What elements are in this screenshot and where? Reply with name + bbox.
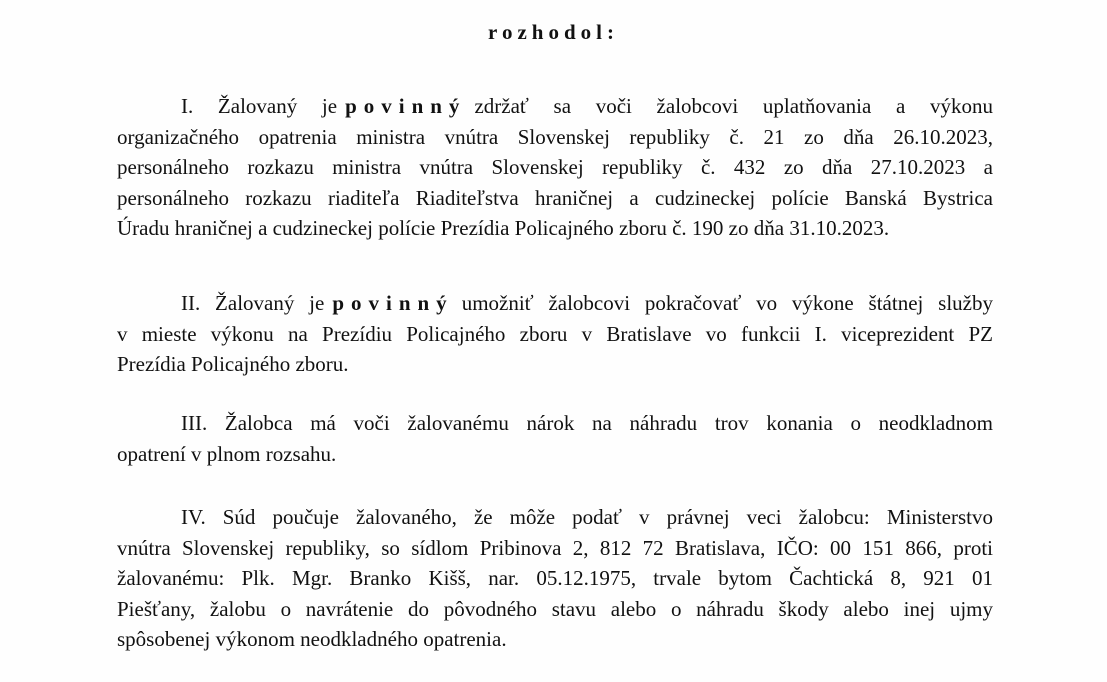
paragraph-line: organizačného opatrenia ministra vnútra Slovenskej republiky č. 21 zo dňa 26.10.2023, — [117, 124, 993, 149]
paragraph-line: spôsobenej výkonom neodkladného opatrenia. — [117, 627, 507, 651]
paragraph-line: opatrení v plnom rozsahu. — [117, 441, 337, 466]
paragraph-line: Piešťany, žalobu o navrátenie do pôvodného stavu alebo o náhradu škody alebo inej ujmy — [117, 596, 993, 621]
line-text-before: II. Žalovaný je — [181, 291, 325, 315]
line-text-after: umožniť žalobcovi pokračovať vo výkone štátnej služby — [461, 291, 993, 315]
paragraph-iii — [117, 408, 993, 469]
paragraph-iv — [117, 502, 993, 655]
line-text-after: zdržať sa voči žalobcovi uplatňovania a výkonu — [474, 94, 993, 118]
paragraph-line: IV. Súd poučuje žalovaného, že môže podať v právnej veci žalobcu: Ministerstvo — [181, 505, 993, 529]
paragraph-line: žalovanému: Plk. Mgr. Branko Kišš, nar. 05.12.1975, trvale bytom Čachtická 8, 921 01 — [117, 566, 993, 590]
decision-heading: rozhodol: — [488, 20, 619, 44]
paragraph-line: Prezídia Policajného zboru. — [117, 352, 349, 376]
paragraph-line: personálneho rozkazu riaditeľa Riaditeľstva hraničnej a cudzineckej polície Banská Bystrica — [117, 185, 993, 210]
paragraph-line — [117, 288, 993, 319]
emphasis-povinny: povinný — [345, 94, 467, 118]
paragraph-line: v mieste výkonu na Prezídiu Policajného zboru v Bratislave vo funkcii I. viceprezident PZ — [117, 321, 993, 346]
emphasis-povinny: povinný — [332, 291, 454, 315]
paragraph-line: III. Žalobca má voči žalovanému nárok na náhradu trov konania o neodkladnom — [181, 411, 993, 435]
line-text-before: I. Žalovaný je — [181, 94, 338, 118]
paragraph-line — [117, 91, 993, 122]
paragraph-i — [117, 91, 993, 244]
paragraph-ii — [117, 288, 993, 380]
paragraph-line: personálneho rozkazu ministra vnútra Slovenskej republiky č. 432 zo dňa 27.10.2023 a — [117, 155, 993, 179]
paragraph-line: Úradu hraničnej a cudzineckej polície Prezídia Policajného zboru č. 190 zo dňa 31.10.2023. — [117, 216, 890, 240]
paragraph-line: vnútra Slovenskej republiky, so sídlom Pribinova 2, 812 72 Bratislava, IČO: 00 151 866, proti — [117, 535, 993, 560]
